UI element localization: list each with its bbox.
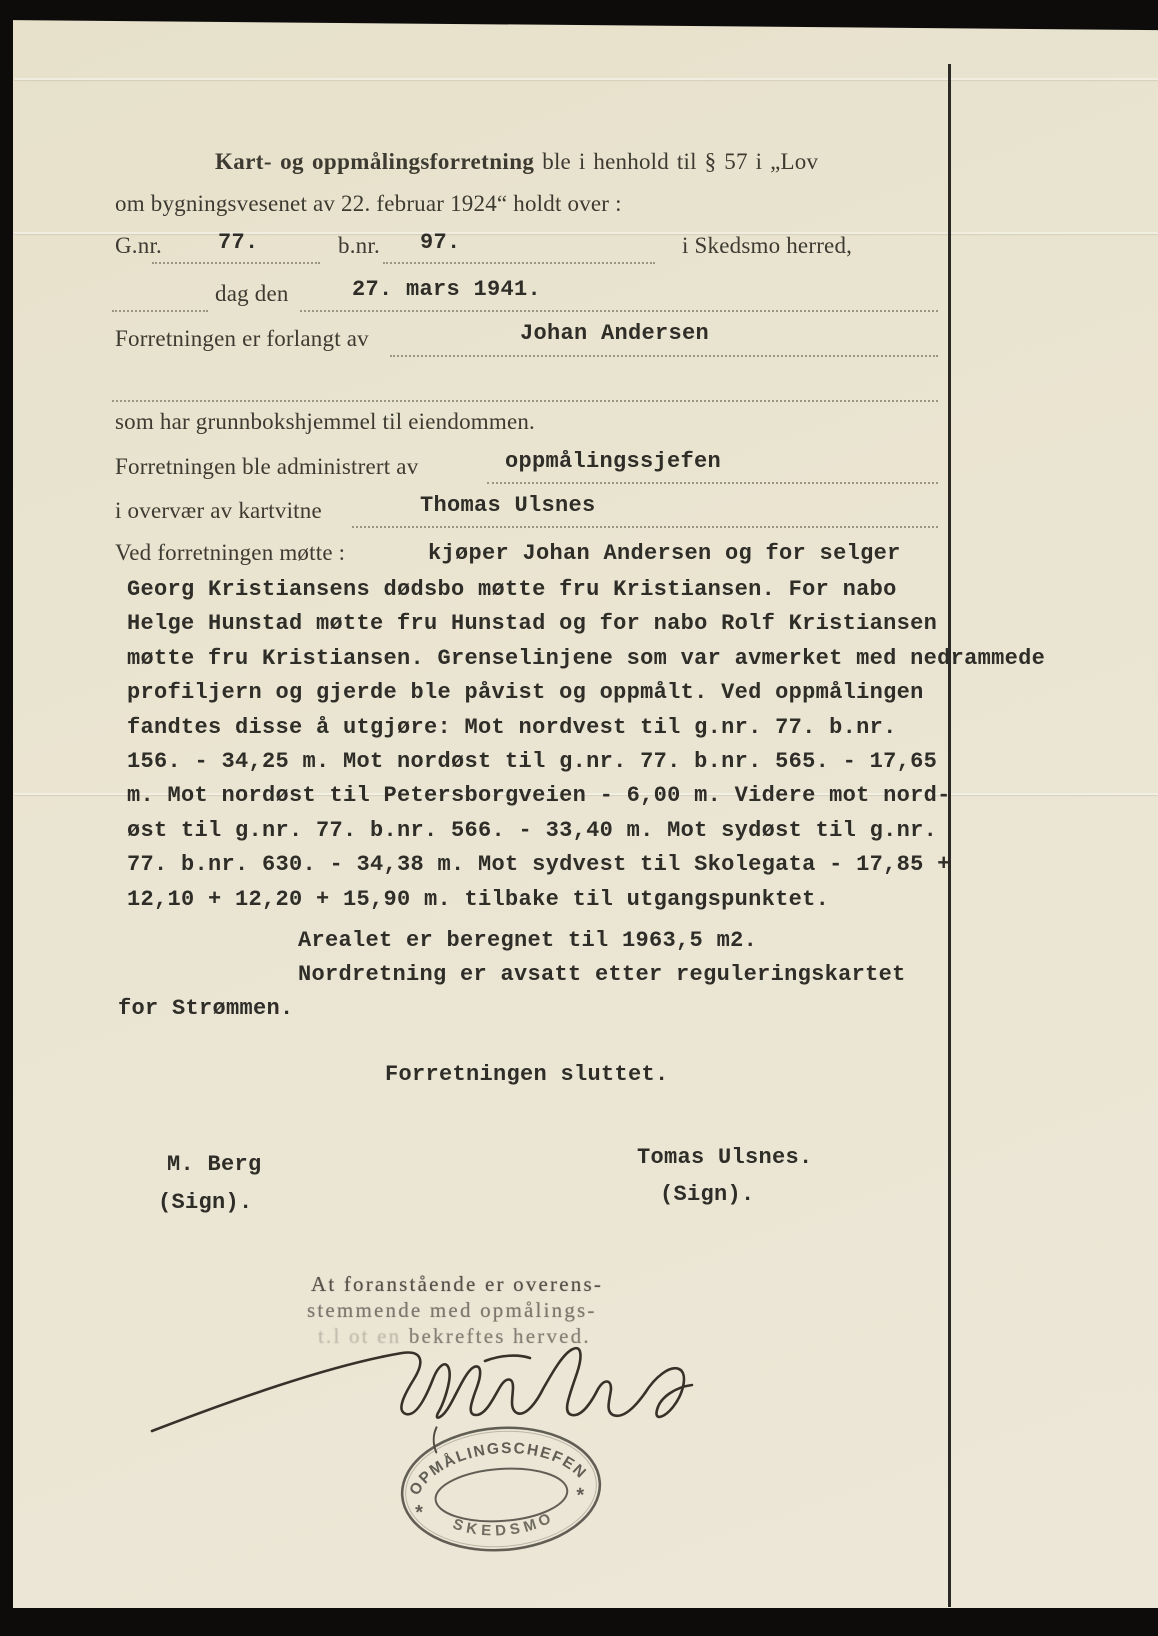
attestation-line1: At foranstående er overens- — [311, 1272, 604, 1296]
signature-right-sign: (Sign). — [660, 1182, 755, 1207]
stamp-top-text: OPMÅLINGSCHEFEN — [406, 1439, 591, 1499]
oval-office-stamp — [390, 1415, 612, 1565]
protocol-line: fandtes disse å utgjøre: Mot nordvest til g.nr. 77. b.nr. — [127, 714, 897, 740]
dotted-rule — [352, 526, 938, 528]
district-label: i Skedsmo herred, — [682, 233, 853, 258]
paper-crease — [14, 78, 1158, 80]
form-heading-rest: ble i henhold til § 57 i „Lov — [534, 149, 819, 174]
form-heading-bold: Kart- og oppmålingsforretning — [215, 149, 535, 174]
witness-value: Thomas Ulsnes — [420, 493, 596, 518]
gnr-value: 77. — [218, 230, 259, 255]
paper-crease — [14, 232, 1158, 234]
requested-by-value: Johan Andersen — [520, 321, 710, 346]
form-heading — [215, 149, 818, 175]
administered-value: oppmålingssjefen — [505, 449, 722, 474]
stamp-bottom-text: SKEDSMO — [450, 1508, 558, 1540]
north-line: Nordretning er avsatt etter reguleringskartet — [298, 962, 906, 987]
svg-text:OPMÅLINGSCHEFEN — [403, 1434, 591, 1499]
protocol-line: 12,10 + 12,20 + 15,90 m. tilbake til utgangspunktet. — [127, 886, 830, 912]
protocol-line: Georg Kristiansens dødsbo møtte fru Kristiansen. For nabo — [127, 577, 897, 602]
dotted-rule — [112, 400, 938, 402]
closing-line: Forretningen sluttet. — [385, 1062, 669, 1087]
scan-edge-bottom — [0, 1608, 1158, 1636]
requested-by-label: Forretningen er forlangt av — [115, 326, 369, 351]
dotted-rule — [112, 310, 208, 312]
form-heading-line2: om bygningsvesenet av 22. februar 1924“ holdt over : — [115, 191, 622, 216]
dotted-rule — [300, 310, 938, 312]
attendees-first-line: kjøper Johan Andersen og for selger — [428, 541, 901, 566]
protocol-line: Helge Hunstad møtte fru Hunstad og for nabo Rolf Kristiansen — [127, 611, 938, 637]
stamp-right-asterisk: * — [575, 1484, 586, 1507]
svg-text:SKEDSMO — [449, 1508, 558, 1543]
bnr-value: 97. — [420, 230, 461, 255]
protocol-line: møtte fru Kristiansen. Grenselinjene som var avmerket med nedrammede — [127, 645, 1046, 671]
protocol-line: øst til g.nr. 77. b.nr. 566. - 33,40 m. Mot sydøst til g.nr. — [127, 817, 938, 843]
protocol-line: 77. b.nr. 630. - 34,38 m. Mot sydvest til Skolegata - 17,85 + — [127, 852, 951, 878]
attestation-line3-text: bekreftes herved. — [408, 1324, 591, 1348]
protocol-paragraph — [127, 573, 1045, 917]
gnr-label: G.nr. — [115, 233, 162, 258]
stamp-left-asterisk: * — [414, 1501, 425, 1524]
area-line: Arealet er beregnet til 1963,5 m2. — [298, 928, 758, 953]
attestation-line3-illegible: t.l ot en — [318, 1324, 409, 1348]
protocol-line: 156. - 34,25 m. Mot nordøst til g.nr. 77. b.nr. 565. - 17,65 — [127, 749, 938, 775]
attendees-label: Ved forretningen møtte : — [115, 540, 346, 565]
dotted-rule — [487, 482, 938, 484]
protocol-line: m. Mot nordøst til Petersborgveien - 6,00 m. Videre mot nord- — [127, 783, 951, 809]
bnr-label: b.nr. — [338, 233, 380, 258]
signature-right-name: Tomas Ulsnes. — [637, 1145, 813, 1170]
north-line2: for Strømmen. — [118, 996, 294, 1021]
dotted-rule — [383, 262, 655, 264]
attestation-line2: stemmende med opmålings- — [307, 1298, 597, 1322]
dotted-rule — [390, 355, 938, 357]
date-value: 27. mars 1941. — [352, 277, 542, 302]
dotted-rule — [152, 262, 320, 264]
date-label: dag den — [215, 281, 289, 306]
witness-label: i overvær av kartvitne — [115, 498, 322, 523]
protocol-line: profiljern og gjerde ble påvist og oppmålt. Ved oppmålingen — [127, 680, 924, 706]
signature-left-name: M. Berg — [167, 1152, 262, 1177]
scan-edge-left — [0, 0, 13, 1636]
hjemmel-line: som har grunnbokshjemmel til eiendommen. — [115, 409, 536, 434]
signature-left-sign: (Sign). — [158, 1190, 253, 1215]
administered-label: Forretningen ble administrert av — [115, 454, 419, 479]
